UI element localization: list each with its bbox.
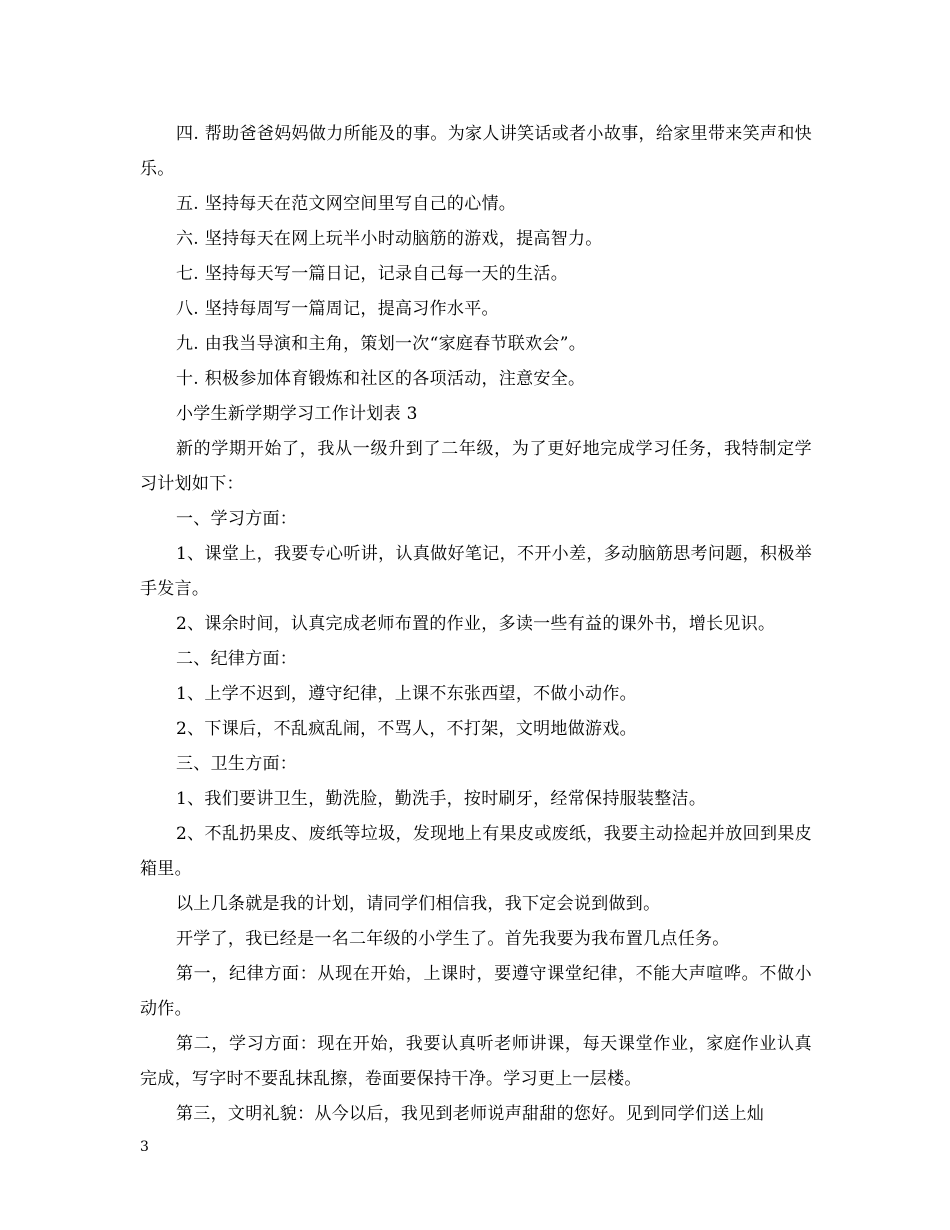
discipline-item-2: 2、下课后，不乱疯乱闹，不骂人，不打架，文明地做游戏。 <box>176 719 637 739</box>
hygiene-item-1: 1、我们要讲卫生，勤洗脸，勤洗手，按时刷牙，经常保持服装整洁。 <box>176 789 707 809</box>
hygiene-heading: 三、卫生方面： <box>176 754 298 774</box>
page-number: 3 <box>140 1139 149 1155</box>
conclusion-paragraph: 以上几条就是我的计划，请同学们相信我，我下定会说到做到。 <box>176 894 661 914</box>
paragraph-item-5: 五. 坚持每天在范文网空间里写自己的心情。 <box>176 194 517 214</box>
study-heading: 一、学习方面： <box>176 509 298 529</box>
paragraph-item-8: 八. 坚持每周写一篇周记，提高习作水平。 <box>176 299 499 319</box>
discipline-heading: 二、纪律方面： <box>176 649 298 669</box>
third-task-paragraph: 第三，文明礼貌：从今以后，我见到老师说声甜甜的您好。见到同学们送上灿 <box>176 1104 765 1124</box>
second-task-paragraph: 第二，学习方面：现在开始，我要认真听老师讲课，每天课堂作业，家庭作业认真完成，写字时不要乱抹乱擦，卷面要保持干净。学习更上一层楼。 <box>140 1034 812 1089</box>
intro-paragraph: 新的学期开始了，我从一级升到了二年级，为了更好地完成学习任务，我特制定学习计划如下： <box>140 439 812 494</box>
paragraph-item-7: 七. 坚持每天写一篇日记，记录自己每一天的生活。 <box>176 264 569 284</box>
study-item-2: 2、课余时间，认真完成老师布置的作业，多读一些有益的课外书，增长见识。 <box>176 614 776 634</box>
discipline-item-1: 1、上学不迟到，遵守纪律，上课不东张西望，不做小动作。 <box>176 684 637 704</box>
paragraph-item-9: 九. 由我当导演和主角，策划一次“家庭春节联欢会”。 <box>176 334 586 354</box>
section-heading: 小学生新学期学习工作计划表 3 <box>176 404 418 424</box>
paragraph-item-10: 十. 积极参加体育锻炼和社区的各项活动，注意安全。 <box>176 369 586 389</box>
new-term-paragraph: 开学了，我已经是一名二年级的小学生了。首先我要为我布置几点任务。 <box>176 929 730 949</box>
paragraph-item-4: 四. 帮助爸爸妈妈做力所能及的事。为家人讲笑话或者小故事，给家里带来笑声和快乐。 <box>140 124 812 179</box>
paragraph-item-6: 六. 坚持每天在网上玩半小时动脑筋的游戏，提高智力。 <box>176 229 603 249</box>
first-task-paragraph: 第一，纪律方面：从现在开始，上课时，要遵守课堂纪律，不能大声喧哗。不做小动作。 <box>140 964 812 1019</box>
document-body <box>140 117 812 1132</box>
study-item-1: 1、课堂上，我要专心听讲，认真做好笔记，不开小差，多动脑筋思考问题，积极举手发言。 <box>140 544 812 599</box>
hygiene-item-2: 2、不乱扔果皮、废纸等垃圾，发现地上有果皮或废纸，我要主动捡起并放回到果皮箱里。 <box>140 824 812 879</box>
